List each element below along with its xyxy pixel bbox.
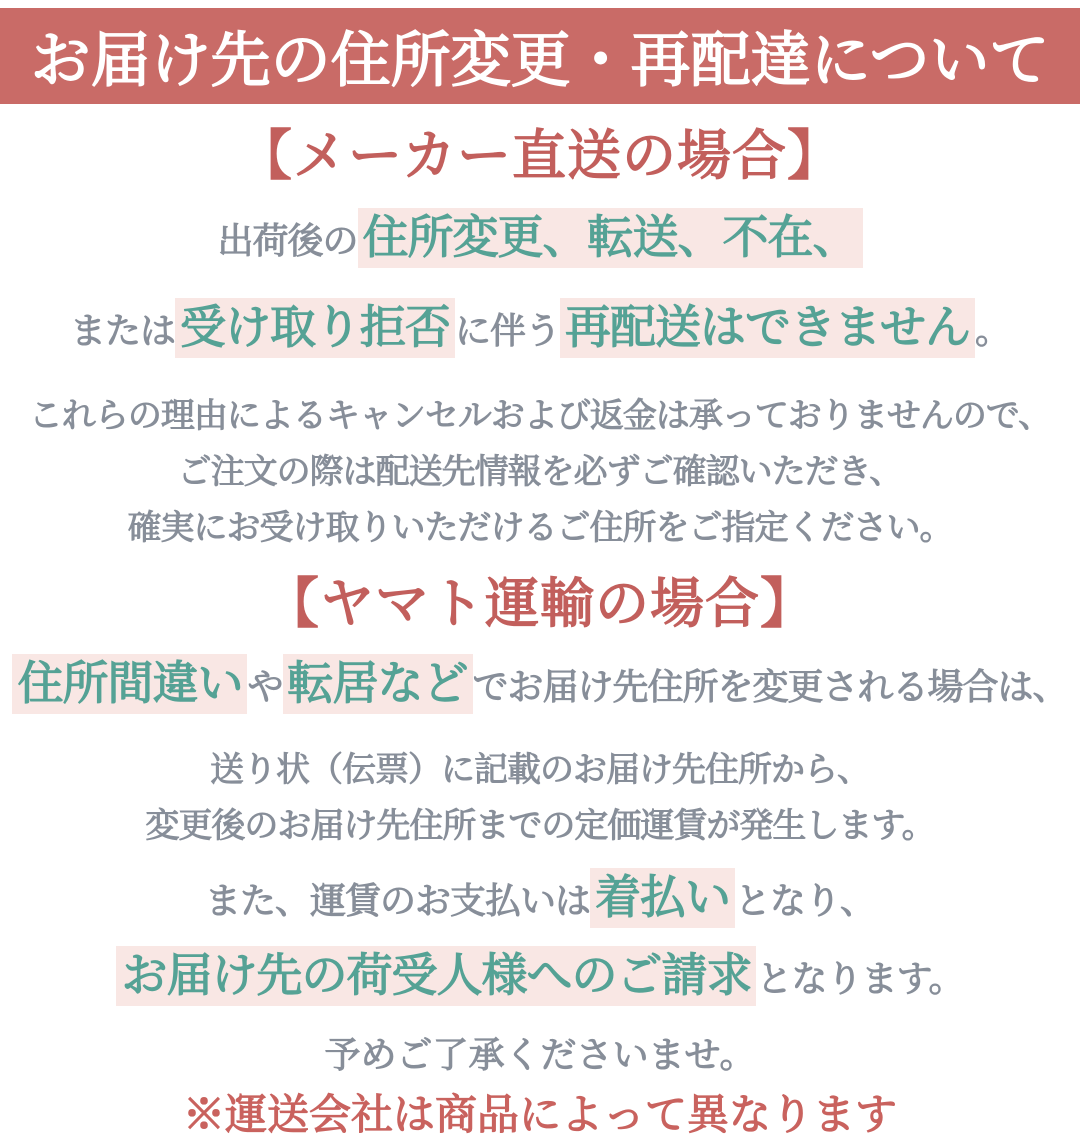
text-segment: 出荷後の — [217, 220, 358, 261]
yamato-emphasis-line-1 — [0, 650, 1080, 728]
paragraph-line: 送り状（伝票）に記載のお届け先住所から、 — [210, 751, 870, 789]
highlighted-text-segment: お届け先の荷受人様へのご請求 — [116, 946, 756, 1006]
paragraph-line: ご注文の際は配送先情報を必ずご確認いただき、 — [177, 453, 903, 491]
maker-emphasis-line-1 — [0, 204, 1080, 282]
maker-paragraph — [0, 388, 1080, 556]
text-segment: や — [247, 666, 283, 707]
notice-page — [0, 8, 1080, 1138]
yamato-paragraph — [0, 742, 1080, 854]
text-segment: 。 — [975, 310, 1011, 351]
section-heading-maker-direct: 【メーカー直送の場合】 — [238, 126, 842, 186]
text-segment: となります。 — [756, 958, 964, 999]
highlighted-text-segment: 着払い — [590, 868, 735, 928]
text-segment: でお届け先住所を変更される場合は、 — [472, 666, 1068, 707]
highlighted-text-segment: 再配送はできません — [560, 298, 975, 358]
yamato-emphasis-line-3 — [0, 942, 1080, 1020]
paragraph-line: 変更後のお届け先住所までの定価運賃が発生します。 — [145, 807, 935, 845]
text-segment: となり、 — [735, 880, 876, 921]
highlighted-text-segment: 受け取り拒否 — [175, 298, 455, 358]
highlighted-text-segment: 住所間違い — [12, 654, 247, 714]
maker-emphasis-line-2 — [0, 294, 1080, 372]
text-segment: また、運賃のお支払いは — [204, 880, 590, 921]
highlighted-text-segment: 住所変更、転送、不在、 — [358, 208, 863, 268]
highlighted-text-segment: 転居など — [283, 654, 473, 714]
yamato-emphasis-line-2 — [0, 864, 1080, 942]
paragraph-line: 確実にお受け取りいただけるご住所をご指定ください。 — [127, 509, 953, 547]
page-title: お届け先の住所変更・再配達について — [30, 27, 1050, 94]
section-heading-yamato: 【ヤマト運輸の場合】 — [265, 574, 815, 634]
footer-note: ※運送会社は商品によって異なります — [182, 1091, 897, 1138]
page-title-banner — [0, 8, 1080, 104]
text-segment: または — [69, 310, 175, 351]
closing-line: 予めご了承くださいませ。 — [324, 1034, 756, 1075]
paragraph-line: これらの理由によるキャンセルおよび返金は承っておりませんので、 — [28, 397, 1052, 435]
text-segment: に伴う — [454, 310, 560, 351]
